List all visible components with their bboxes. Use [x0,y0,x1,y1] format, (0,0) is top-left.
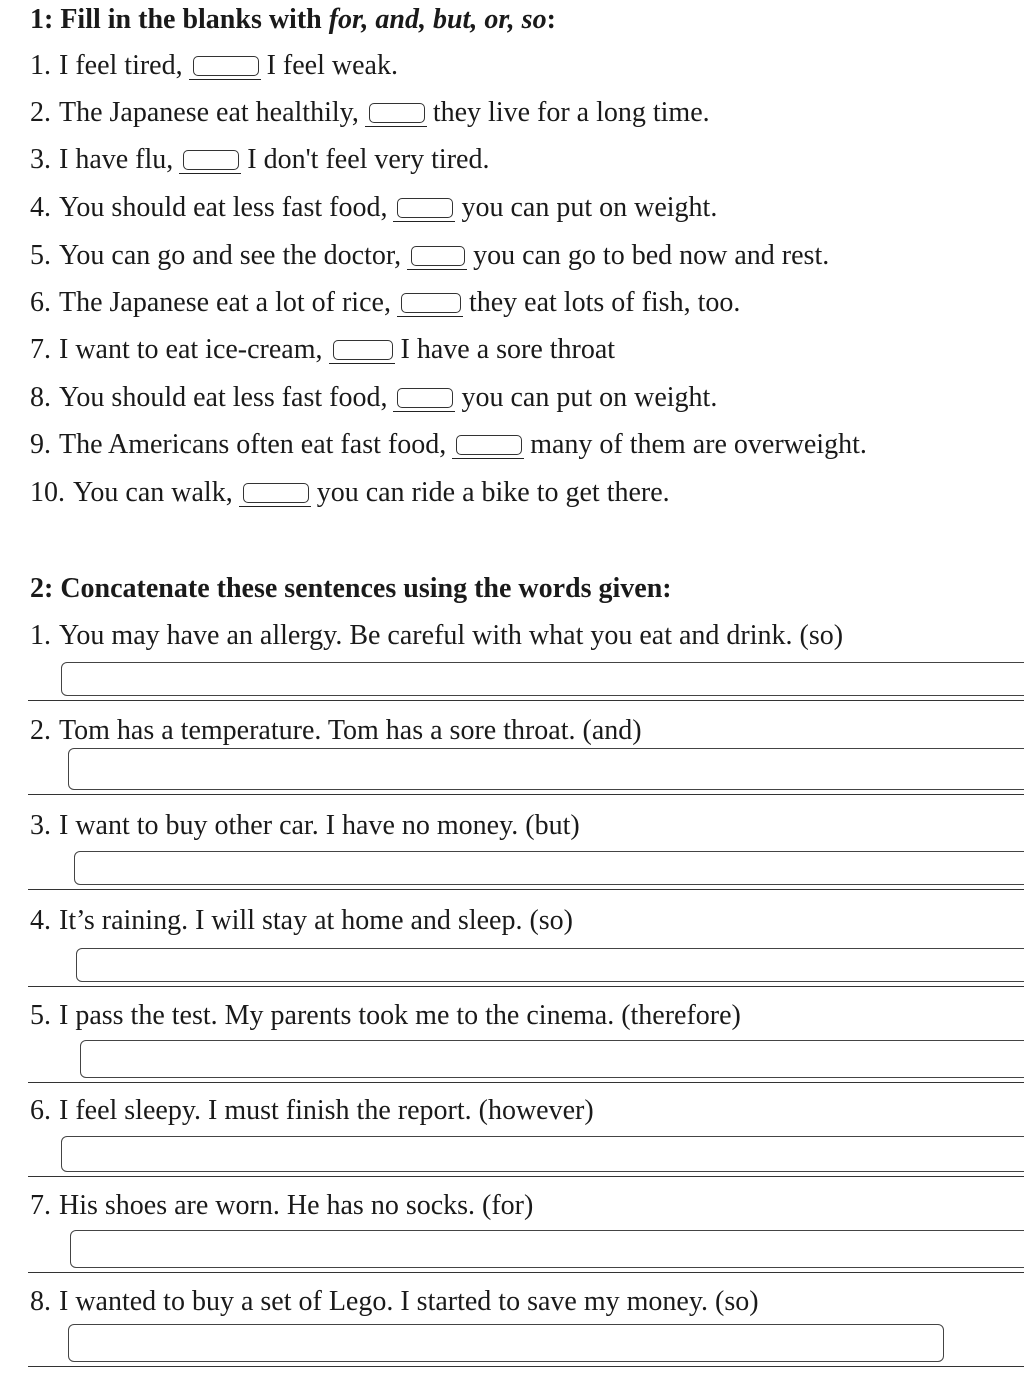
sentence-end: you can ride a bike to get there. [316,477,670,508]
item-number: 4. [30,192,51,223]
sentence-start: The Japanese eat a lot of rice, [59,287,391,318]
sentence-start: You should eat less fast food, [59,382,388,413]
answer-blank-1[interactable] [189,53,261,80]
sentence-start: The Americans often eat fast food, [59,429,447,460]
sentence-prompt: I feel sleepy. I must finish the report. (however) [59,1095,594,1126]
part1-title-suffix: : [546,4,556,35]
sentence-end: many of them are overweight. [530,429,867,460]
item-number: 6. [30,1095,51,1126]
item-number: 9. [30,429,51,460]
sentence-end: I have a sore throat [400,334,616,365]
part1-item-4 [30,192,717,224]
item-number: 2. [30,97,51,128]
item-number: 5. [30,240,51,271]
part1-item-7 [30,334,615,366]
part2-item-8 [30,1286,759,1318]
sentence-end: I feel weak. [266,50,398,81]
item-number: 7. [30,1190,51,1221]
part2-item-5 [30,1000,741,1032]
answer-blank-9[interactable] [452,432,524,459]
sentence-end: they live for a long time. [432,97,710,128]
answer-blank-2[interactable] [365,100,427,127]
part2-title: 2: Concatenate these sentences using the words given: [30,573,672,604]
answer-blank-10[interactable] [239,480,311,507]
item-number: 1. [30,620,51,651]
sentence-end: you can put on weight. [461,382,718,413]
sentence-start: I want to eat ice-cream, [59,334,323,365]
item-number: 5. [30,1000,51,1031]
part1-item-10 [30,477,670,509]
part1-title [30,4,556,36]
item-number: 1. [30,50,51,81]
item-number: 3. [30,810,51,841]
part1-item-5 [30,240,829,272]
sentence-prompt: It’s raining. I will stay at home and sleep. (so) [59,905,573,936]
part2-item-7 [30,1190,533,1222]
part2-item-4 [30,905,573,937]
sentence-prompt: I pass the test. My parents took me to the cinema. (therefore) [59,1000,741,1031]
answer-line-5[interactable] [28,1040,1024,1083]
part2-item-1 [30,620,843,652]
answer-line-8[interactable] [28,1324,1024,1367]
sentence-prompt: Tom has a temperature. Tom has a sore throat. (and) [59,715,642,746]
answer-line-2[interactable] [28,748,1024,795]
part1-item-6 [30,287,740,319]
answer-line-1[interactable] [28,662,1024,701]
part2-item-2 [30,715,642,747]
part1-item-3 [30,144,489,176]
sentence-start: I feel tired, [59,50,183,81]
part1-title-prefix: 1: Fill in the blanks with [30,4,322,35]
answer-blank-4[interactable] [393,195,455,222]
answer-blank-7[interactable] [329,337,395,364]
answer-line-3[interactable] [28,851,1024,890]
sentence-prompt: His shoes are worn. He has no socks. (for) [59,1190,534,1221]
part1-item-1 [30,50,398,82]
part2-item-3 [30,810,580,842]
part1-item-2 [30,97,710,129]
answer-blank-6[interactable] [397,290,463,317]
item-number: 2. [30,715,51,746]
sentence-start: I have flu, [59,144,174,175]
sentence-prompt: You may have an allergy. Be careful with what you eat and drink. (so) [59,620,844,651]
item-number: 3. [30,144,51,175]
part1-item-9 [30,429,867,461]
sentence-end: you can go to bed now and rest. [473,240,830,271]
sentence-start: The Japanese eat healthily, [59,97,359,128]
item-number: 8. [30,382,51,413]
part1-item-8 [30,382,717,414]
sentence-end: they eat lots of fish, too. [468,287,741,318]
item-number: 10. [30,477,65,508]
part2-item-6 [30,1095,594,1127]
item-number: 8. [30,1286,51,1317]
answer-blank-3[interactable] [179,147,241,174]
answer-line-6[interactable] [28,1136,1024,1177]
item-number: 6. [30,287,51,318]
answer-line-4[interactable] [28,948,1024,987]
sentence-start: You can go and see the doctor, [59,240,402,271]
answer-line-7[interactable] [28,1230,1024,1273]
sentence-prompt: I wanted to buy a set of Lego. I started to save my money. (so) [59,1286,759,1317]
part1-title-conjunctions: for, and, but, or, so [328,4,547,35]
sentence-start: You can walk, [73,477,233,508]
item-number: 7. [30,334,51,365]
answer-blank-5[interactable] [407,243,467,270]
sentence-prompt: I want to buy other car. I have no money. (but) [59,810,580,841]
sentence-start: You should eat less fast food, [59,192,388,223]
sentence-end: you can put on weight. [461,192,718,223]
answer-blank-8[interactable] [393,385,455,412]
sentence-end: I don't feel very tired. [247,144,490,175]
item-number: 4. [30,905,51,936]
